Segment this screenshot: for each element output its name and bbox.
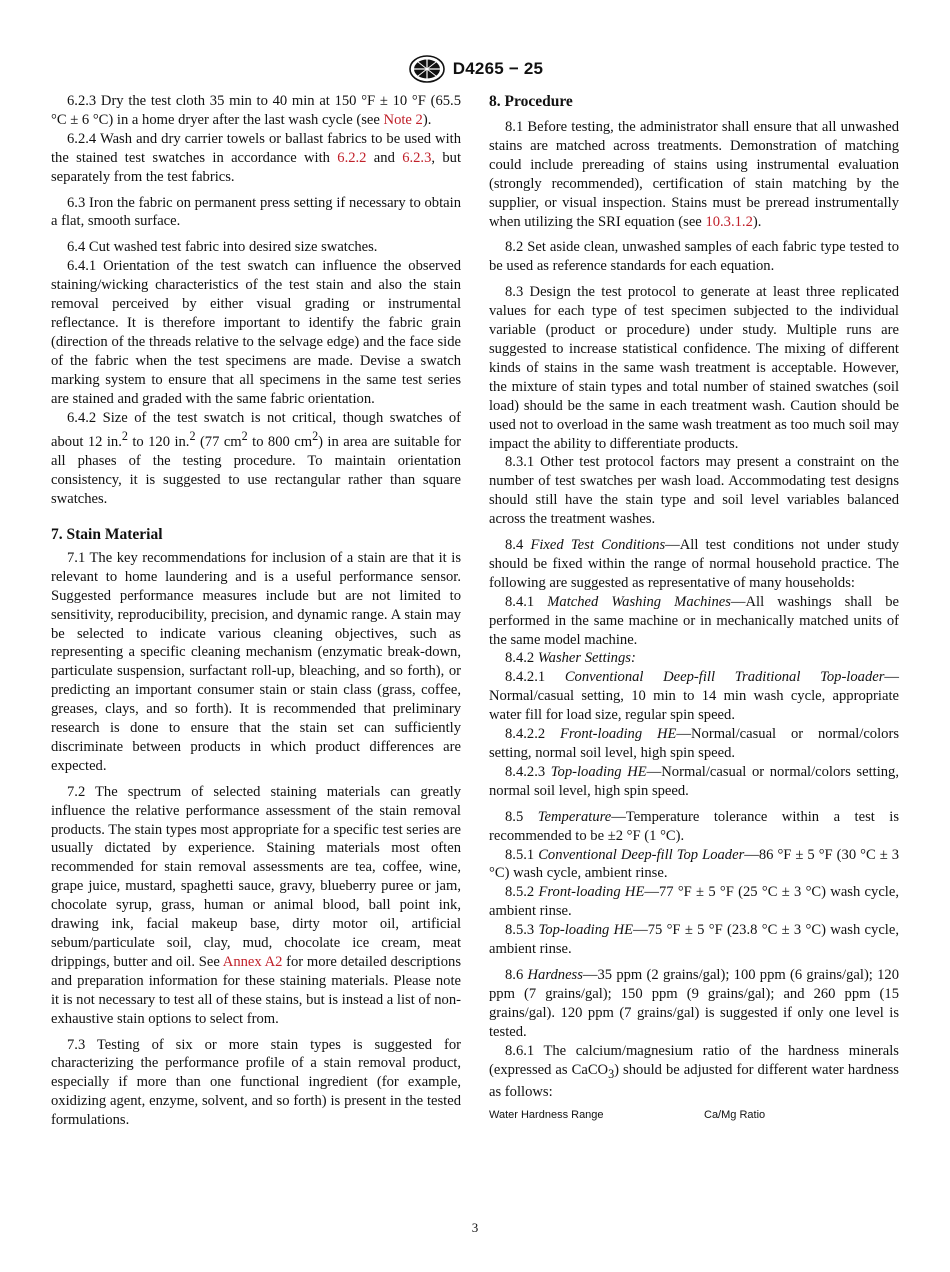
paragraph-8-6: 8.6 Hardness—35 ppm (2 grains/gal); 100 ppm (6 grains/gal); 120 ppm (7 grains/gal); 150 ppm (9 grains/gal); and 260 ppm (15 grains/gal). 120 ppm (7 grains/gal) is suggested if only one level is tested.	[489, 966, 899, 1040]
document-number: D4265 − 25	[452, 59, 544, 78]
table-col-water-hardness: Water Hardness Range	[489, 1109, 604, 1122]
paragraph-6-4: 6.4 Cut washed test fabric into desired size swatches.	[67, 239, 378, 256]
astm-logo	[407, 54, 447, 84]
paragraph-8-4-2-1: 8.4.2.1 Conventional Deep-fill Traditional Top-loader—Normal/casual setting, 10 min to 14 min wash cycle, appropriate water fill for load size, regular spin speed.	[489, 669, 900, 724]
paragraph-6-2-4: 6.2.4 Wash and dry carrier towels or ballast fabrics to be used with the stained test swatches in accordance with 6.2.2 and 6.2.3, but separately from the test fabrics.	[51, 130, 461, 185]
paragraph-6-3: 6.3 Iron the fabric on permanent press setting if necessary to obtain a flat, smooth surface.	[51, 194, 461, 230]
page-number: 3	[471, 1220, 479, 1235]
paragraph-8-4-2-2: 8.4.2.2 Front-loading HE—Normal/casual or normal/colors setting, normal soil level, high spin speed.	[489, 726, 899, 761]
hardness-table-header	[489, 1108, 899, 1122]
paragraph-8-2: 8.2 Set aside clean, unwashed samples of each fabric type tested to be used as reference standards for each equation.	[489, 239, 899, 275]
section-6-2-2-link[interactable]: 6.2.2	[337, 149, 367, 166]
paragraph-8-3: 8.3 Design the test protocol to generate at least three replicated values for each type of test specimen subjected to the individual variable (product or procedure) under study. Multiple runs are suggested to increase statistical confidence. The mixing of different kinds of stains in the same wash treatment is acceptable. However, the mixture of stain types and total number of stained swatches (soil load) should be the same in each treatment wash. Caution should be used not to overload in the same wash treatment as too much soil may impact the ability to differentiate products.	[489, 284, 899, 452]
paragraph-7-3: 7.3 Testing of six or more stain types is suggested for characterizing the performance profile of a stain removal product, especially if more than one functional ingredient (for example, oxidizing agent, enzyme, solvent, and so forth) is present in the tested formulations.	[51, 1036, 461, 1129]
section-8-heading: 8. Procedure	[489, 93, 573, 110]
page-header	[0, 54, 950, 84]
paragraph-8-4: 8.4 Fixed Test Conditions—All test conditions not under study should be fixed within the range of normal household practice. The following are suggested as representative of many households:	[489, 537, 899, 591]
paragraph-7-1: 7.1 The key recommendations for inclusion of a stain are that it is relevant to home laundering and is a useful performance sensor. Suggested performance measures include but are not limited to sensitivity, reproducibility, precision, and dynamic range. A stain may be selected to indicate various cleaning objectives, such as representing a specific cleaning mechanism (enzymatic break-down, particulate suspension, surfactant roll-up, bleaching, and so forth), or predicting an important consumer stain or stain class (grass, coffee, greases, clays, and so forth). It is recommended that preliminary research is done to ensure that the stain set can sufficiently discriminate between products in which product differences are expected.	[51, 549, 461, 774]
paragraph-6-4-1: 6.4.1 Orientation of the test swatch can influence the observed staining/wicking characteristics of the test stain and also the stain removal perceived by either visual grading or instrumental reflectance. It is therefore important to identify the fabric grain (direction of the threads relative to the selvage edge) and the face side of the fabric when the test specimens are made. Devise a swatch marking system to ensure that all specimens in the same test series are stained and graded with the same fabric orientation.	[51, 258, 461, 407]
paragraph-6-2-3: 6.2.3 Dry the test cloth 35 min to 40 min at 150 °F ± 10 °F (65.5 °C ± 6 °C) in a home dryer after the last wash cycle (see Note 2).	[51, 93, 461, 128]
paragraph-6-4-2: 6.4.2 Size of the test swatch is not critical, though swatches of about 12 in.$^2$ to 120 in.$^2$ (77 $cm^2$ to 800 $cm^2$) in area are suitable for all phases of the testing procedure. To maintain orientation consistency, it is suggested to use rectangular rather than square swatches.	[51, 409, 461, 507]
paragraph-8-4-2: 8.4.2 Washer Settings:	[505, 650, 636, 667]
paragraph-8-6-1: 8.6.1 The calcium/magnesium ratio of the hardness minerals (expressed as CaCO$_3$) should be adjusted for different water hardness as follows:	[489, 1042, 899, 1101]
paragraph-7-2: 7.2 The spectrum of selected staining materials can greatly influence the relative performance assessment of the stain removal products. The stain types most appropriate for a specific test series are usually dictated by experience. Staining materials most often recommended for stain removal assessments are tea, coffee, wine, grape juice, mustard, spaghetti sauce, gravy, blueberry puree or jam, chocolate syrup, grass, human or animal blood, ball point ink, drawing ink, facial makeup base, dirty motor oil, artificial sebum/particulate soil, clay, mud, chocolate ice cream, meat drippings, butter and oil. See Annex A2 for more detailed descriptions and preparation information for these staining materials. Please note it is not necessary to test all of these stains, but is instead a list of non-exhaustive stain options to select from.	[51, 783, 461, 1027]
left-column	[51, 92, 461, 1130]
paragraph-8-5-2: 8.5.2 Front-loading HE—77 °F ± 5 °F (25 °C ± 3 °C) wash cycle, ambient rinse.	[489, 884, 899, 920]
section-10-3-1-2-link[interactable]: 10.3.1.2	[705, 213, 753, 230]
right-column	[489, 92, 899, 1122]
paragraph-8-5: 8.5 Temperature—Temperature tolerance within a test is recommended to be ±2 °F (1 °C).	[489, 808, 900, 844]
paragraph-8-1: 8.1 Before testing, the administrator shall ensure that all unwashed stains are matched across treatments. Demonstration of matching could include prereading of stains using instrumental evaluation (strongly recommended), certification of stain matching by the supplier, or visual inspection. Stains must be preread instrumentally when utilizing the SRI equation (see 10.3.1.2).	[489, 119, 899, 230]
section-7-heading: 7. Stain Material	[51, 525, 163, 543]
note-2-link[interactable]: Note 2	[383, 111, 423, 128]
table-col-ca-mg-ratio: Ca/Mg Ratio	[704, 1109, 766, 1122]
paragraph-8-5-3: 8.5.3 Top-loading HE—75 °F ± 5 °F (23.8 °C ± 3 °C) wash cycle, ambient rinse.	[489, 922, 899, 958]
paragraph-8-4-1: 8.4.1 Matched Washing Machines—All washings shall be performed in the same machine or in mechanically matched units of the same model machine.	[489, 593, 899, 648]
section-6-2-3-link[interactable]: 6.2.3	[402, 149, 432, 166]
paragraph-8-5-1: 8.5.1 Conventional Deep-fill Top Loader—86 °F ± 5 °F (30 °C ± 3 °C) wash cycle, ambient rinse.	[489, 846, 899, 882]
annex-a2-link[interactable]: Annex A2	[222, 953, 283, 970]
paragraph-8-4-2-3: 8.4.2.3 Top-loading HE—Normal/casual or normal/colors setting, normal soil level, high spin speed.	[489, 763, 899, 799]
paragraph-8-3-1: 8.3.1 Other test protocol factors may present a constraint on the number of test swatches per wash load. Accommodating test designs should still have the stain type and soil level variables balanced across the treatment washes.	[489, 454, 899, 528]
